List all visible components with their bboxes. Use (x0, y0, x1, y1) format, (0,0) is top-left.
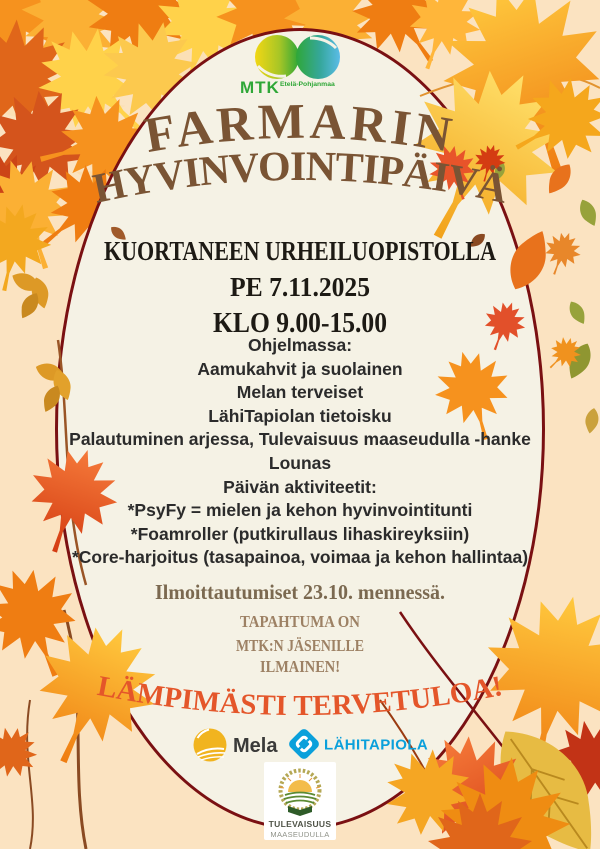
welcome-message-text: LÄMPIMÄSTI TERVETULOA! (94, 670, 506, 723)
tulevaisuus-label-line1: TULEVAISUUS (268, 819, 332, 829)
mtk-region-label: Etelä-Pohjanmaa (280, 81, 335, 88)
program-activity-line: *PsyFy = mielen ja kehon hyvinvointitunti (127, 500, 473, 521)
program-line: LähiTapiolan tietoisku (208, 405, 392, 426)
mtk-wordmark: MTK (240, 78, 280, 97)
program-activity-line: *Core-harjoitus (tasapainoa, voimaa ja kehon hallintaa) (71, 547, 529, 568)
program-heading: Ohjelmassa: (247, 335, 353, 355)
lahitapiola-diamond (287, 727, 321, 761)
mtk-logo (240, 35, 340, 97)
free-note-line2: MTK:N JÄSENILLE (236, 636, 364, 655)
free-note-line1: TAPAHTUMA ON (240, 612, 361, 631)
program-line: Aamukahvit ja suolainen (197, 358, 403, 379)
mtk-logo-left-circle (255, 35, 299, 79)
lahitapiola-logo (287, 727, 428, 761)
program-activities-heading: Päivän aktiviteetit: (223, 476, 377, 497)
program-line: Melan terveiset (236, 382, 364, 403)
mela-logo (194, 729, 279, 762)
program-line: Lounas (268, 452, 332, 473)
registration-deadline: Ilmoittautumiset 23.10. mennessä. (155, 580, 445, 604)
event-date: PE 7.11.2025 (230, 272, 370, 302)
program-activity-line: *Foamroller (putkirullaus lihaskireyksiin) (130, 523, 470, 544)
welcome-message (95, 670, 505, 722)
mtk-logo-right-circle (296, 35, 340, 79)
program-list (0, 334, 600, 570)
tulevaisuus-logo (264, 762, 336, 840)
poster-title-line1-text: FARMARIN (140, 92, 460, 164)
poster-title-line2-text: HYVINVOINTIPÄIVÄ (89, 143, 511, 213)
free-note-line3: ILMAINEN! (260, 657, 340, 676)
event-time: KLO 9.00-15.00 (213, 307, 387, 339)
program-line: Palautuminen arjessa, Tulevaisuus maaseudulla -hanke (69, 429, 531, 450)
mela-wordmark: Mela (233, 735, 278, 757)
lahitapiola-wordmark: LÄHITAPIOLA (324, 736, 429, 754)
event-venue: KUORTANEEN URHEILUOPISTOLLA (104, 236, 497, 266)
tulevaisuus-label-line2: MAASEUDULLA (270, 830, 330, 839)
